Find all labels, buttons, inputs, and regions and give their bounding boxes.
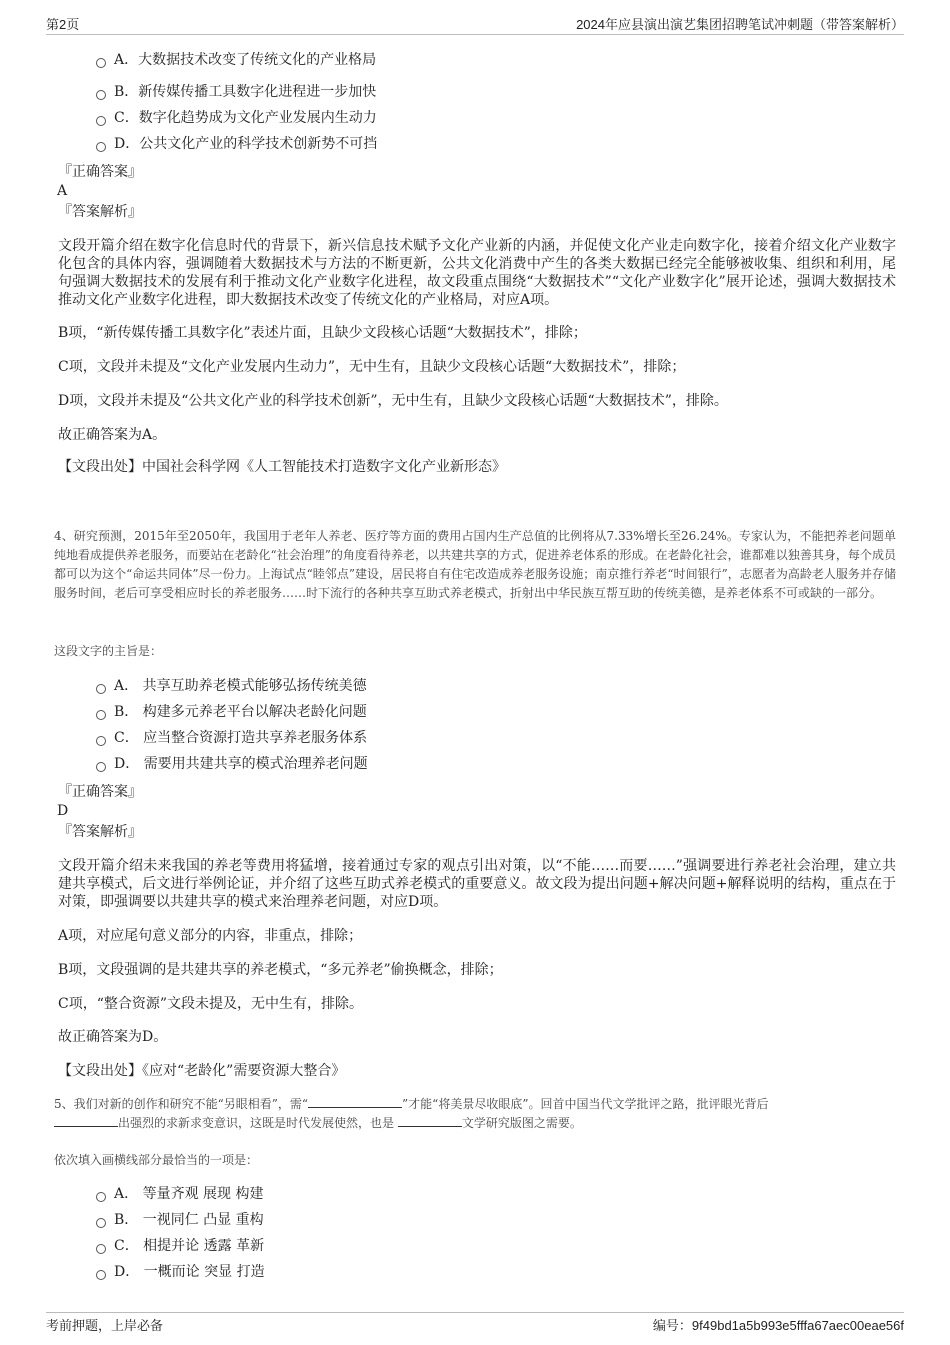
analysis-b: B项，文段强调的是共建共享的养老模式，“多元养老”偷换概念，排除； xyxy=(58,962,503,978)
radio-icon[interactable] xyxy=(96,736,106,746)
q4-option-a[interactable]: A． 共享互助养老模式能够弘扬传统美德 xyxy=(96,676,367,696)
question-stem: 依次填入画横线部分最恰当的一项是： xyxy=(54,1153,259,1167)
page-footer xyxy=(46,1312,904,1335)
conclusion: 故正确答案为D。 xyxy=(58,1029,168,1045)
conclusion: 故正确答案为A。 xyxy=(58,427,167,443)
q5-option-a[interactable]: A． 等量齐观 展现 构建 xyxy=(96,1184,263,1204)
document-code: 编号：9f49bd1a5b993e5fffa67aec00eae56f xyxy=(652,1318,904,1333)
answer-value: A xyxy=(57,183,68,199)
answer-label: 『正确答案』 xyxy=(58,784,142,800)
radio-icon[interactable] xyxy=(96,1270,106,1280)
radio-icon[interactable] xyxy=(96,58,106,68)
analysis-c: C项，文段并未提及“文化产业发展内生动力”，无中生有，且缺少文段核心话题“大数据技术”，排除； xyxy=(58,359,686,375)
analysis-label: 『答案解析』 xyxy=(58,204,142,220)
analysis-label: 『答案解析』 xyxy=(58,824,142,840)
radio-icon[interactable] xyxy=(96,116,106,126)
q4-option-c[interactable]: C． 应当整合资源打造共享养老服务体系 xyxy=(96,728,367,748)
question-stem: 这段文字的主旨是： xyxy=(54,644,163,658)
radio-icon[interactable] xyxy=(96,1192,106,1202)
radio-icon[interactable] xyxy=(96,762,106,772)
answer-value: D xyxy=(57,803,69,819)
q3-option-b[interactable]: B．新传媒传播工具数字化进程进一步加快 xyxy=(96,82,376,102)
q3-option-a[interactable]: A．大数据技术改变了传统文化的产业格局 xyxy=(96,50,376,70)
radio-icon[interactable] xyxy=(96,142,106,152)
analysis-b: B项，“新传媒传播工具数字化”表述片面，且缺少文段核心话题“大数据技术”，排除； xyxy=(58,325,587,341)
fill-blank-3[interactable] xyxy=(398,1114,462,1127)
question-text: 4、研究预测，2015年至2050年，我国用于老年人养老、医疗等方面的费用占国内生产总值的比例将从7.33%增长至26.24%。专家认为，不能把养老问题单纯地看成提供养老服务，而要站在老龄化“社会治理”的角度看待养老，以共建共享的方式，促进养老体系的形成。在老龄化社会，谁都难以独善其身，每个成员都可以为这个“命运共同体”尽一份力。上海试点“睦邻点”建设，居民将自有住宅改造成养老服务设施；南京推行养老“时间银行”，志愿者为高龄老人服务并存储服务时间，老后可享受相应时长的养老服务……时下流行的各种共享互助式养老模式，折射出中华民族互帮互助的传统美德，是养老体系不可或缺的一部分。 xyxy=(54,529,896,600)
q3-option-c[interactable]: C．数字化趋势成为文化产业发展内生动力 xyxy=(96,108,377,128)
analysis-c: C项，“整合资源”文段未提及，无中生有，排除。 xyxy=(58,996,364,1012)
page-header xyxy=(46,14,904,35)
analysis-text: 文段开篇介绍未来我国的养老等费用将猛增，接着通过专家的观点引出对策，以“不能……而要……”强调要进行养老社会治理，建立共建共享模式，后文进行举例论证，并介绍了这些互助式养老模式的重要意义。故文段为提出问题+解决问题+解释说明的结构，重点在于对策，即强调要以共建共享的模式来治理养老问题，对应D项。 xyxy=(58,858,896,910)
question-text: 5、我们对新的创作和研究不能“另眼相看”，需“ ”才能“将美景尽收眼底”。回首中国当代文学批评之路，批评眼光背后 出强烈的求新求变意识，这既是时代发展使然，也是 文学研究版图之需要。 xyxy=(54,1097,769,1130)
fill-blank-1[interactable] xyxy=(308,1095,402,1108)
radio-icon[interactable] xyxy=(96,710,106,720)
answer-label: 『正确答案』 xyxy=(58,164,142,180)
document-title: 2024年应县演出演艺集团招聘笔试冲刺题（带答案解析） xyxy=(576,17,904,32)
analysis-a: A项，对应尾句意义部分的内容，非重点，排除； xyxy=(58,928,363,944)
radio-icon[interactable] xyxy=(96,1218,106,1228)
q4-option-d[interactable]: D． 需要用共建共享的模式治理养老问题 xyxy=(96,754,368,774)
analysis-text: 文段开篇介绍在数字化信息时代的背景下，新兴信息技术赋予文化产业新的内涵，并促使文化产业走向数字化，接着介绍文化产业数字化包含的具体内容，强调随着大数据技术与方法的不断更新，公共文化消费中产生的各类大数据已经完全能够被收集、组织和利用，尾句强调大数据技术的发展有利于推动文化产业数字化进程，故文段重点围绕“大数据技术”“文化产业数字化”展开论述，强调大数据技术推动文化产业数字化进程，即大数据技术改变了传统文化的产业格局，对应A项。 xyxy=(58,238,896,308)
footer-slogan: 考前押题，上岸必备 xyxy=(46,1319,164,1334)
page-number: 第2页 xyxy=(46,17,80,32)
source: 【文段出处】《应对“老龄化”需要资源大整合》 xyxy=(58,1063,346,1079)
source: 【文段出处】中国社会科学网《人工智能技术打造数字文化产业新形态》 xyxy=(58,459,506,475)
q3-option-d[interactable]: D．公共文化产业的科学技术创新势不可挡 xyxy=(96,134,377,154)
radio-icon[interactable] xyxy=(96,90,106,100)
radio-icon[interactable] xyxy=(96,1244,106,1254)
analysis-d: D项，文段并未提及“公共文化产业的科学技术创新”，无中生有，且缺少文段核心话题“大数据技术”，排除。 xyxy=(58,393,728,409)
radio-icon[interactable] xyxy=(96,684,106,694)
q5-option-c[interactable]: C． 相提并论 透露 革新 xyxy=(96,1236,264,1256)
q4-option-b[interactable]: B． 构建多元养老平台以解决老龄化问题 xyxy=(96,702,367,722)
q5-option-b[interactable]: B． 一视同仁 凸显 重构 xyxy=(96,1210,264,1230)
fill-blank-2[interactable] xyxy=(54,1114,118,1127)
q5-option-d[interactable]: D． 一概而论 突显 打造 xyxy=(96,1262,265,1282)
